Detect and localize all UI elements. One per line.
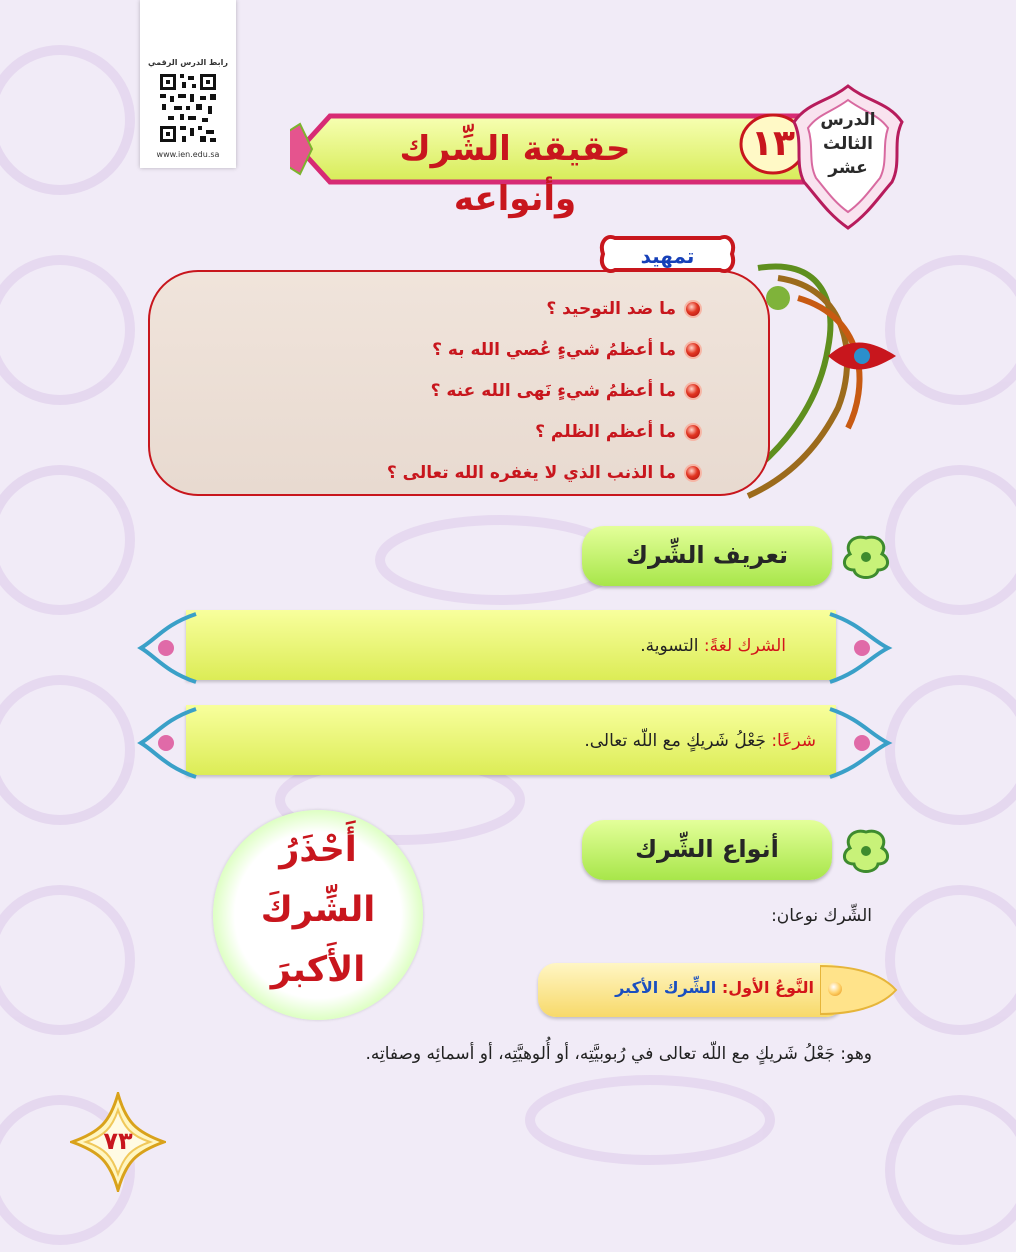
intro-question: ما أعظمُ شيءٍ نَهى الله عنه ؟ — [370, 370, 700, 411]
intro-tab-label: تمهيد — [640, 244, 695, 268]
types-heading: أنواع الشِّرك — [582, 820, 832, 880]
intro-question: ما أعظم الظلم ؟ — [370, 411, 700, 452]
warning-line-1: أَحْذَرُ — [279, 830, 357, 870]
page-number: ٧٣ — [103, 1127, 133, 1155]
warning-line-2: الشِّركَ — [260, 890, 376, 930]
qr-url[interactable]: www.ien.edu.sa — [156, 150, 220, 159]
badge-line-1: الدرس — [820, 110, 876, 130]
intro-question: ما الذنب الذي لا يغفره الله تعالى ؟ — [370, 452, 700, 493]
flourish-icon — [836, 532, 896, 582]
qr-card — [140, 0, 236, 168]
legal-value: جَعْلُ شَريكٍ مع اللّه تعالى. — [584, 731, 772, 751]
lesson-badge-label — [806, 108, 890, 204]
first-type-term: النَّوعُ الأول: — [721, 978, 814, 997]
lesson-number: ١٣ — [751, 123, 795, 164]
qr-code-icon[interactable] — [158, 72, 218, 144]
linguistic-term: الشرك لغةً: — [703, 636, 786, 656]
bullet-icon — [686, 425, 700, 439]
first-type-name: الشِّرك الأكبر — [615, 978, 722, 997]
warning-text — [228, 820, 408, 1000]
intro-question: ما أعظمُ شيءٍ عُصي الله به ؟ — [370, 329, 700, 370]
types-intro: الشِّرك نوعان: — [771, 906, 872, 926]
qr-label: رابط الدرس الرقمي — [148, 58, 228, 67]
strip-ornament-right-icon — [820, 604, 896, 784]
strip-ornament-left-icon — [136, 604, 206, 784]
first-type-description: وهو: جَعْلُ شَريكٍ مع اللّه تعالى في رُبوبيَّتِه، أو أُلوهيَّتِه، أو أسمائِه وصفاتِه. — [365, 1044, 872, 1064]
type-bullet-icon — [828, 982, 842, 996]
intro-question: ما ضد التوحيد ؟ — [370, 288, 700, 329]
legal-definition — [584, 731, 816, 751]
flourish-icon — [836, 826, 896, 876]
bullet-icon — [686, 302, 700, 316]
intro-question-list — [370, 288, 700, 493]
definition-heading: تعريف الشِّرك — [582, 526, 832, 586]
warning-line-3: الأَكبرَ — [270, 950, 366, 990]
linguistic-definition — [640, 636, 786, 656]
bullet-icon — [686, 343, 700, 357]
linguistic-value: التسوية. — [640, 636, 704, 656]
lesson-title: حقيقة الشِّرك وأنواعه — [399, 129, 631, 219]
first-type-label — [615, 978, 814, 997]
legal-term: شرعًا: — [771, 731, 816, 751]
bullet-icon — [686, 384, 700, 398]
badge-line-3: عشر — [828, 158, 868, 178]
bullet-icon — [686, 466, 700, 480]
badge-line-2: الثالث — [823, 134, 873, 154]
